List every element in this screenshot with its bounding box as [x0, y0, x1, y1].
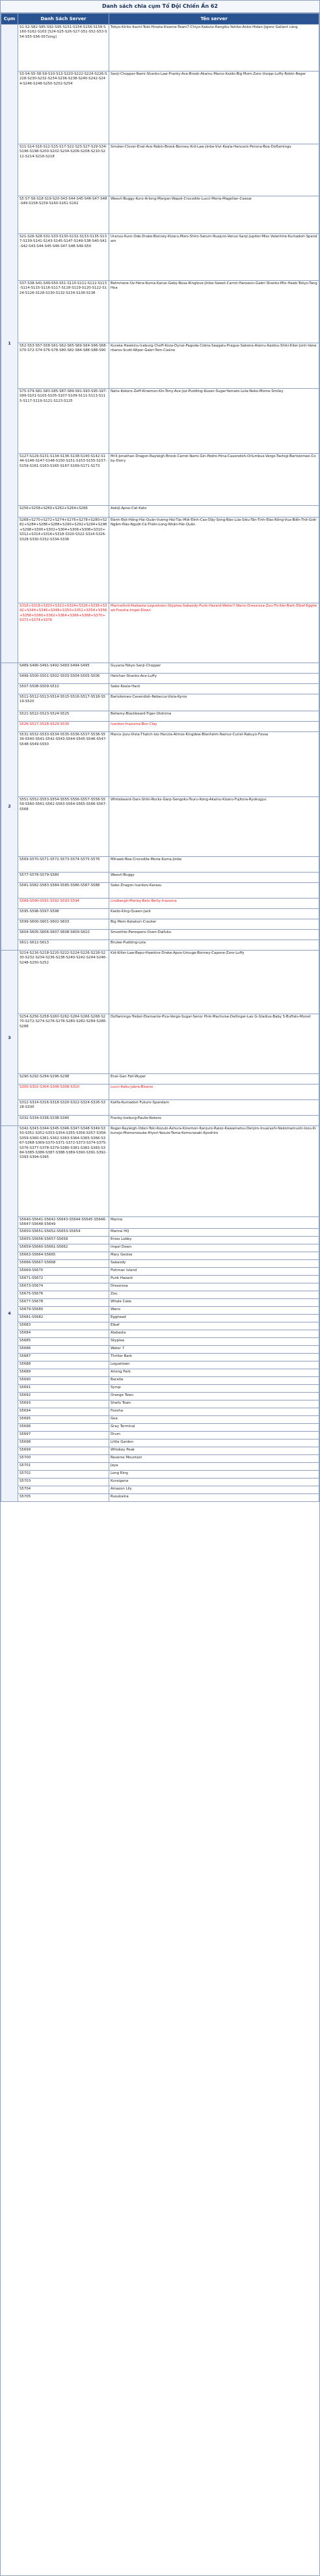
server-list-cell: S526-S527-S528-S529-S530 — [18, 722, 109, 732]
table-row — [1, 144, 319, 196]
table-row — [1, 506, 319, 518]
server-name-cell: Rusukaina — [109, 1493, 319, 1501]
server-list-cell: S5695 — [18, 1415, 109, 1423]
table-row — [1, 940, 319, 951]
page-title: Danh sách chia cụm Tổ Đội Chiến Ấn 62 — [1, 1, 319, 13]
cluster-label: 3 — [1, 951, 18, 1126]
server-list-cell: S1-S2-S82-S85-S92-S95-S151-S154-S156-S158-S160-S162-S163 [S24-S25-S26-S27-S51-S52-S53-S54-S55-S56-S57zing] — [18, 25, 109, 72]
server-list-cell: S511-S512-S513-S514-S515-S516-S517-S518-S519-S520 — [18, 694, 109, 711]
server-list-cell: S3-S4-S5-S8-S9-S10-S13-S220-S222-S224-S226-S228-S230-S232-S234-S236-S238-S240-S242-S244-S246-S248-S250-S252-S254 — [18, 72, 109, 144]
table-row — [1, 72, 319, 144]
server-list-cell: S127-S129-S131-S134-S136-S138-S140-S142-S144-S146-S147-S148-S150-S151-S153-S155-S157-S159-S161-S163-S165-S167-S169-S171-S173 — [18, 454, 109, 506]
server-name-cell: Smoker-Clover-Enel-Ace-Robin-Brook-Bonney-Kid-Law-Jinbe-Vivi-Koala-Hancock-Perona-Boa-Doflamingo — [109, 144, 319, 196]
server-list-cell: S599-S600-S601-S602-S603 — [18, 919, 109, 930]
server-list-cell: S5650-S5651-S5652-S5653-S5654 — [18, 1228, 109, 1236]
table-row — [1, 454, 319, 506]
server-list-cell: S342-S343-S344-S345-S346-S347-S348-S349-S350-S351-S352-S353-S354-S355-S356-S357-S358-S359-S360-S361-S362-S363-S364-S365-S366-S367-S368-S369-S370-S371-S372-S373-S374-S375-S376-S377-S378-S379-S380-S381-S382-S383-S384-S385-S386-S387-S388-S389-S390-S391-S392-S393-S394-S395 — [18, 1126, 109, 1217]
server-name-cell: Đánh-Đột-Hồng-Hải-Quân-Vương-Hải-Tặc-Mới-Đỉnh-Cao-Dậy-Sóng-Bão-Lửa-Siêu-Tân-Tinh-Đảo-Rồng-Vua-Biển-Thế-Giới-Ngầm-Đảo-Người-Cá-Thiên-Long-Nhân-Hải-Quân — [109, 518, 319, 603]
table-row — [1, 1369, 319, 1376]
server-list-cell: S11-S14-S16-S12-S15-S17-S22-S23-S27-S29-S34-S196-S198-S200-S202-S204-S206-S208-S210-S212-S214-S216-S218 — [18, 144, 109, 196]
server-name-cell: Amazon Lily — [109, 1486, 319, 1493]
table-row — [1, 1392, 319, 1400]
table-row — [1, 857, 319, 873]
server-list-cell: S604-S605-S606-S607-S608-S609-S610 — [18, 930, 109, 940]
server-list-cell: S5685 — [18, 1337, 109, 1345]
table-row — [1, 1384, 319, 1392]
server-name-cell: Skypiea — [109, 1337, 319, 1345]
server-name-cell: Wano — [109, 1306, 319, 1314]
table-row — [1, 930, 319, 940]
table-row — [1, 1353, 319, 1361]
server-list-cell: S5693 — [18, 1400, 109, 1408]
table-row — [1, 1376, 319, 1384]
server-list-cell: S5677-S5678 — [18, 1298, 109, 1306]
server-name-cell: Nahs-Kokoro-Zeff-Kinemon-Kin-Tony-Ace-Joz-Pudding-Kuzan-Sugar-Yamato-Lola-Neko-Momo-Smiley — [109, 389, 319, 454]
server-name-cell: Kid-Killer-Law-Bepo-Hawkins-Drake-Apoo-Urouge-Bonney-Capone-Zoro-Luffy — [109, 951, 319, 1014]
server-list-cell: S268+S270+S272+S274+S276+S278+S280+S282+S284+S286+S288+S290+S292+S294+S296+S298+S300+S302+S304+S306+S308+S310+S312+S314+S316+S318-S320-S322-S324-S326-S328-S330-S332-S334-S336 — [18, 518, 109, 603]
server-list-cell: S256+S258+S260+S262+S264+S266 — [18, 506, 109, 518]
server-name-cell: Sabo-Koala-Hack — [109, 684, 319, 694]
table-row — [1, 1236, 319, 1244]
table-row — [1, 1462, 319, 1470]
table-row — [1, 1217, 319, 1229]
table-row — [1, 883, 319, 899]
server-list-cell: S5691 — [18, 1384, 109, 1392]
server-name-cell: Water 7 — [109, 1345, 319, 1353]
server-name-cell: Egghead — [109, 1314, 319, 1322]
server-list-cell: S5679-S5680 — [18, 1306, 109, 1314]
table-row — [1, 1116, 319, 1126]
server-name-cell: Smoothie-Perospero-Oven-Daifuku — [109, 930, 319, 940]
server-name-cell: Sabaody — [109, 1259, 319, 1267]
server-name-cell: Kaido-King-Queen-Jack — [109, 909, 319, 919]
server-list-cell: S37-S38-S41-S49-S50-S51-S110-S111-S112-S113-S114-S115-S116-S117-S118-S119-S120-S122-S124-S126-S128-S130-S132-S134-S136-S138 — [18, 281, 109, 343]
server-name-cell: Baratie — [109, 1376, 319, 1384]
server-name-cell: Impel Down — [109, 1244, 319, 1252]
table-row — [1, 711, 319, 722]
server-list-cell: S21-S26-S28-S32-S33-S130-S132-S133-S135-S137-S139-S141-S143-S145-S147-S149-S38-S40-S41-S42-S43-S44-S45-S46-S47-S48-S49-S50 — [18, 234, 109, 281]
table-row — [1, 518, 319, 603]
table-row — [1, 1298, 319, 1306]
table-row — [1, 1423, 319, 1431]
table-row — [1, 1431, 319, 1439]
header-cum: Cụm — [1, 14, 18, 25]
table-row — [1, 1314, 319, 1322]
server-list-cell: S5686 — [18, 1345, 109, 1353]
server-list-cell: S5701 — [18, 1462, 109, 1470]
server-list-cell: S5655-S5656-S5657-S5658 — [18, 1236, 109, 1244]
server-list-cell: S611-S612-S613 — [18, 940, 109, 951]
server-name-cell: Reverse Mountain — [109, 1454, 319, 1462]
table-row — [1, 1415, 319, 1423]
server-name-cell: Elbaf — [109, 1322, 319, 1330]
server-name-cell: Long Ring — [109, 1470, 319, 1478]
table-row — [1, 1259, 319, 1267]
server-list-cell: S5703 — [18, 1478, 109, 1486]
table-row — [1, 873, 319, 883]
server-list-cell: S290-S292-S294-S296-S298 — [18, 1074, 109, 1084]
server-list-cell: S5687 — [18, 1353, 109, 1361]
table-row — [1, 1283, 319, 1291]
server-name-cell: Bartolomeo-Cavendish-Rebecca-Viola-Kyros — [109, 694, 319, 711]
server-list-cell: S589-S590-S591-S592-S593-S594 — [18, 899, 109, 909]
server-name-cell: Belmmere-Oz-Hera-Kuma-Karue-Gaby-Rosa-Kinglove-Jinbe-Sweet-Carrot-Hanseon-Gabri-Shanks-Mix-Hawk-Tokyo-Tang Hoa — [109, 281, 319, 343]
server-name-cell: Arlong Park — [109, 1369, 319, 1376]
server-list-cell: S75-S79-S81-S83-S85-S87-S89-S91-S93-S95-S97-S99-S101-S103-S105-S107-S109-S111-S113-S115-S117-S119-S121-S123-S125 — [18, 389, 109, 454]
server-list-cell: S5700 — [18, 1454, 109, 1462]
server-list-cell: S551-S552-S553-S554-S555-S556-S557-S558-S559-S560-S561-S562-S563-S564-S565-S566-S567-S568 — [18, 797, 109, 857]
table-row — [1, 389, 319, 454]
server-name-cell: Mr3-Jonathan-Dragon-Rayleigh-Brook-Carrot-Nami-Gin-Pedro-Hina-Cavendish-Orlumbus-Vergo-Tashigi-Bartolomeo-Coby-Dorry — [109, 454, 319, 506]
table-row — [1, 25, 319, 72]
table-row — [1, 722, 319, 732]
server-list-cell: S5688 — [18, 1361, 109, 1369]
table-row — [1, 1337, 319, 1345]
server-list-cell: S5699 — [18, 1447, 109, 1454]
server-list-cell: S5694 — [18, 1408, 109, 1415]
server-list-cell: S5690 — [18, 1376, 109, 1384]
server-name-cell: Big Mom-Katakuri-Cracker — [109, 919, 319, 930]
server-list-cell: S5704 — [18, 1486, 109, 1493]
table-row — [1, 1014, 319, 1074]
server-name-cell: Aokiji-Apoo-Cat-Kato — [109, 506, 319, 518]
server-list-cell: S316+S318+S320+S322+S324+S326+S336+S342+S344+S346+S348+S350+S352+S354+S356+S358+S360+S362+S364+S366+S368+S370+S372+S374+S376 — [18, 603, 109, 663]
table-row — [1, 684, 319, 694]
server-name-cell: Kuraka-Hawkins-Iceburg-Cheff-Koza-Dynai-Pagoda-Cobra-Seagalu-Prague-Sabone-Alamu-Kaidou-Shiki-Kiler-Jonh-Vanerbaros-Scott-Wiper-Gabri-Tom-Casino — [109, 343, 319, 389]
server-name-cell: Little Garden — [109, 1439, 319, 1447]
server-list-cell: S214-S216-S218-S220-S222-S224-S226-S228-S230-S232-S234-S236-S238-S240-S242-S244-S246-S248-S250-S252 — [18, 951, 109, 1014]
table-row — [1, 603, 319, 663]
table-row — [1, 1361, 319, 1369]
cluster-table-body — [1, 25, 319, 1502]
server-list-cell: S5659-S5660-S5661-S5662 — [18, 1244, 109, 1252]
server-list-cell: S52-S53-S57-S58-S61-S62-S65-S69-S64-S66-S68-S70-S72-S74-S76-S78-S80-S82-S84-S86-S88-S90 — [18, 343, 109, 389]
server-name-cell: Marine — [109, 1217, 319, 1229]
table-row — [1, 1408, 319, 1415]
server-name-cell: Enel-Gan Fall-Wyper — [109, 1074, 319, 1084]
server-name-cell: Weevil-Buggy-Kuro-Arlong-Morgan-Wapol-Crocodile-Lucci-Moria-Magellan-Caesar — [109, 196, 319, 234]
server-name-cell: Mihawk-Boa-Crocodile-Moria-Kuma-Jinbe — [109, 857, 319, 873]
table-row — [1, 1252, 319, 1259]
server-list-cell: S577-S578-S579-S580 — [18, 873, 109, 883]
table-row — [1, 694, 319, 711]
server-name-cell: Thriller Bark — [109, 1353, 319, 1361]
server-name-cell: Weevil-Buggy — [109, 873, 319, 883]
server-list-cell: S332-S334-S336-S338-S340 — [18, 1116, 109, 1126]
server-list-cell: S300-S302-S304-S306-S308-S310 — [18, 1084, 109, 1100]
server-name-cell: Whiskey Peak — [109, 1447, 319, 1454]
cluster-table — [1, 13, 319, 1502]
server-list-cell: S569-S570-S571-S572-S573-S574-S575-S576 — [18, 857, 109, 873]
server-list-cell: S5689 — [18, 1369, 109, 1376]
server-list-cell: S489-S490-S491-S492-S493-S494-S495 — [18, 663, 109, 674]
table-row — [1, 1470, 319, 1478]
table-row — [1, 919, 319, 930]
server-list-cell: S5-S7-S9-S18-S19-S20-S43-S44-S45-S46-S47-S48-S49-S158-S159-S160-S161-S162 — [18, 196, 109, 234]
server-name-cell: Goa — [109, 1415, 319, 1423]
server-name-cell: Doflamingo-Trebol-Diamante-Pica-Vergo-Sugar-Senor Pink-Machvise-Dellinger-Lao G-Gladius-Baby 5-Buffalo-Monet — [109, 1014, 319, 1074]
table-row — [1, 797, 319, 857]
table-row — [1, 899, 319, 909]
table-row — [1, 196, 319, 234]
server-list-cell: S507-S508-S509-S510 — [18, 684, 109, 694]
server-list-cell: S5681-S5682 — [18, 1314, 109, 1322]
server-name-cell: Alabasta — [109, 1330, 319, 1337]
table-row — [1, 1228, 319, 1236]
server-list-cell: S595-S596-S597-S598 — [18, 909, 109, 919]
server-name-cell: Fishman Island — [109, 1267, 319, 1275]
server-name-cell: Lucci-Kaku-Jabra-Blueno — [109, 1084, 319, 1100]
table-row — [1, 1345, 319, 1353]
server-name-cell: Orange Town — [109, 1392, 319, 1400]
server-list-cell: S499-S500-S501-S502-S503-S504-S505-S506 — [18, 674, 109, 684]
table-row — [1, 1084, 319, 1100]
server-name-cell: Bellamy-Blackbeard-Tiger-Otohime — [109, 711, 319, 722]
header-names: Tên server — [109, 14, 319, 25]
server-list-cell: S581-S582-S583-S584-S585-S586-S587-S588 — [18, 883, 109, 899]
header-servers: Danh Sách Server — [18, 14, 109, 25]
server-list-cell: S5671-S5672 — [18, 1275, 109, 1283]
server-name-cell: Franky-Iceburg-Paulie-Kokoro — [109, 1116, 319, 1126]
server-list-cell: S5663-S5664-S5665 — [18, 1252, 109, 1259]
server-list-cell: S5673-S5674 — [18, 1283, 109, 1291]
server-name-cell: Marine HQ — [109, 1228, 319, 1236]
server-name-cell: Uranus-Kuro-Ode-Drake-Bonney-Kizaru-Mars-Shiro-Saturn-Nusjuro-Venus-Sanji-Jupiter-Miss Valentine-Kumadori-Spandam — [109, 234, 319, 281]
cluster-label: 1 — [1, 25, 18, 663]
server-name-cell: Sanji-Chopper-Nami-Shanks-Law-Franky-Ace-Brook-Akainu-Marco-Kaido-Big Mom-Zoro-Usopp-Luffy-Robin-Roger — [109, 72, 319, 144]
server-name-cell: Dressrosa — [109, 1283, 319, 1291]
server-name-cell: Lindbergh-Morley-Belo Betty-Inazuma — [109, 899, 319, 909]
server-name-cell: Enies Lobby — [109, 1236, 319, 1244]
table-row — [1, 1244, 319, 1252]
server-name-cell: Gray Terminal — [109, 1423, 319, 1431]
server-name-cell: Whole Cake — [109, 1298, 319, 1306]
table-row — [1, 1400, 319, 1408]
table-row — [1, 1074, 319, 1084]
table-row — [1, 281, 319, 343]
table-row — [1, 1447, 319, 1454]
table-row — [1, 663, 319, 674]
server-name-cell: Tokyo-Kirito-Itachi-Tobi-Hinata-Kisame-Team7-Chiyo-Kabuto-Rangiku-Yahiko-Anko-Hidan-Jigoro-Gallant cảng — [109, 25, 319, 72]
server-name-cell: Sabo-Dragon-Ivankov-Karasu — [109, 883, 319, 899]
server-name-cell: Brulee-Pudding-Lola — [109, 940, 319, 951]
server-name-cell: Roger-Rayleigh-Oden-Toki-Kozuki-Ashura-Kinemon-Kanjuro-Raizo-Kawamatsu-Denjiro-Inuarashi-Nekomamushi-Izou-Kikunojo-Momonosuke-Hiyori-Yasuie-Tama-Komurasaki-Kyoshiro — [109, 1126, 319, 1217]
server-list-cell: S5666-S5667-S5668 — [18, 1259, 109, 1267]
table-row — [1, 732, 319, 797]
server-list-cell: S5696 — [18, 1423, 109, 1431]
server-list-cell: S531-S532-S533-S534-S535-S536-S537-S538-S539-S540-S541-S542-S543-S544-S545-S546-S547-S548-S549-S550 — [18, 732, 109, 797]
server-list-cell: S5683 — [18, 1322, 109, 1330]
server-name-cell: Guyana-Tokyo-Sanji-Chopper — [109, 663, 319, 674]
server-name-cell: Mary Geoise — [109, 1252, 319, 1259]
table-row — [1, 951, 319, 1014]
table-row — [1, 1267, 319, 1275]
server-list-cell: S5692 — [18, 1392, 109, 1400]
table-row — [1, 1486, 319, 1493]
table-row — [1, 1291, 319, 1298]
table-row — [1, 1126, 319, 1217]
cluster-label: 2 — [1, 663, 18, 951]
server-name-cell: Loguetown — [109, 1361, 319, 1369]
table-row — [1, 343, 319, 389]
server-list-cell: S254-S256-S258-S260-S262-S264-S266-S268-S270-S272-S274-S276-S278-S280-S282-S284-S286-S288 — [18, 1014, 109, 1074]
server-list-cell: S5675-S5676 — [18, 1291, 109, 1298]
table-row — [1, 1306, 319, 1314]
server-name-cell: Ivankov-Inazuma-Bon Clay — [109, 722, 319, 732]
table-row — [1, 1275, 319, 1283]
table-row — [1, 909, 319, 919]
table-row — [1, 1330, 319, 1337]
server-list-cell: S5698 — [18, 1439, 109, 1447]
server-name-cell: Foosha — [109, 1408, 319, 1415]
server-list-cell: S5684 — [18, 1330, 109, 1337]
server-name-cell: Kalifa-Kumadori-Fukuro-Spandam — [109, 1100, 319, 1116]
server-name-cell: Punk Hazard — [109, 1275, 319, 1283]
table-row — [1, 1322, 319, 1330]
server-name-cell: Zou — [109, 1291, 319, 1298]
header-row — [1, 14, 319, 25]
server-name-cell: Hatchan-Shanks-Ace-Luffy — [109, 674, 319, 684]
table-row — [1, 1493, 319, 1501]
server-name-cell: Drum — [109, 1431, 319, 1439]
table-row — [1, 234, 319, 281]
server-list-cell: S5669-S5670 — [18, 1267, 109, 1275]
table-row — [1, 1100, 319, 1116]
server-name-cell: Jaya — [109, 1462, 319, 1470]
server-list-cell: S5705 — [18, 1493, 109, 1501]
server-list-cell: S312-S314-S316-S318-S320-S322-S324-S326-S328-S330 — [18, 1100, 109, 1116]
server-name-cell: Whitebeard-Oars-Shiki-Rocks-Garp-Sengoku-Tsuru-Kong-Akainu-Kizaru-Fujitora-Ryokugyu — [109, 797, 319, 857]
cluster-label: 4 — [1, 1126, 18, 1502]
server-name-cell: Marco-Jozu-Vista-Thatch-Izo-Haruta-Atmos-Kingdew-Blenheim-Namur-Curiel-Rakuyo-Fossa — [109, 732, 319, 797]
table-row — [1, 1439, 319, 1447]
server-name-cell: Marineford-Alabasta-Loguetown-Skypiea-Sabaody-Punk-Hazard-Water7-Wano-Dressrosa-Zou-Thriller-Bark-Elbaf-Egghead-Foosha-Impel-Down — [109, 603, 319, 663]
server-list-cell: S5702 — [18, 1470, 109, 1478]
table-row — [1, 674, 319, 684]
table-row — [1, 1478, 319, 1486]
server-name-cell: Syrup — [109, 1384, 319, 1392]
server-name-cell: Kuraigana — [109, 1478, 319, 1486]
table-row — [1, 1454, 319, 1462]
server-list-cell: S5697 — [18, 1431, 109, 1439]
server-name-cell: Shells Town — [109, 1400, 319, 1408]
server-list-cell: S521-S522-S523-S524-S525 — [18, 711, 109, 722]
server-list-cell: S5640-S5641-S5642-S5643-S5644-S5645-S5646-S5647-S5648-S5649 — [18, 1217, 109, 1229]
